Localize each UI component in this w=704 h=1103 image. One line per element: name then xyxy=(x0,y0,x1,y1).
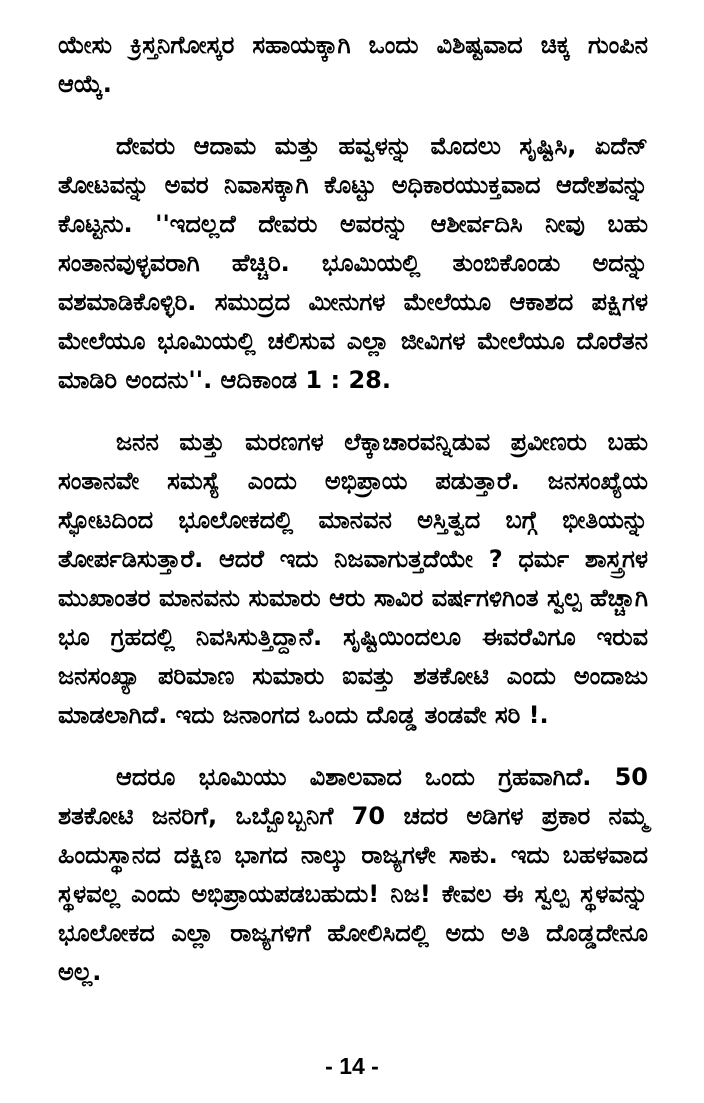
page-number: - 14 - xyxy=(325,1053,379,1079)
paragraph-1: ಯೇಸು ಕ್ರಿಸ್ತನಿಗೋಸ್ಕರ ಸಹಾಯಕ್ಕಾಗಿ ಒಂದು ವಿಶಿಷ್ಟವಾದ ಚಿಕ್ಕ ಗುಂಪಿನ ಆಯ್ಕೆ. xyxy=(58,31,648,98)
paragraph-3: ಜನನ ಮತ್ತು ಮರಣಗಳ ಲೆಕ್ಕಾಚಾರವನ್ನಿಡುವ ಪ್ರವೀಣರು ಬಹು ಸಂತಾನವೇ ಸಮಸ್ಯೆ ಎಂದು ಅಭಿಪ್ರಾಯ ಪಡುತ್ತಾರೆ. ಜನಸಂಖ್ಯೆಯ ಸ್ಫೋಟದಿಂದ ಭೂಲೋಕದಲ್ಲಿ ಮಾನವನ ಅಸ್ತಿತ್ವದ ಬಗ್ಗೆ ಭೀತಿಯನ್ನು ತೋರ್ಪಡಿಸುತ್ತಾರೆ. ಆದರೆ ಇದು ನಿಜವಾಗುತ್ತದೆಯೇ ? ಧರ್ಮ ಶಾಸ್ತ್ರಗಳ ಮುಖಾಂತರ ಮಾನವನು ಸುಮಾರು ಆರು ಸಾವಿರ ವರ್ಷಗಳಿಗಿಂತ ಸ್ವಲ್ಪ ಹೆಚ್ಚಾಗಿ ಭೂ ಗ್ರಹದಲ್ಲಿ ನಿವಸಿಸುತ್ತಿದ್ದಾನೆ. ಸೃಷ್ಟಿಯಿಂದಲೂ ಈವರೆವಿಗೂ ಇರುವ ಜನಸಂಖ್ಯಾ ಪರಿಮಾಣ ಸುಮಾರು ಐವತ್ತು ಶತಕೋಟಿ ಎಂದು ಅಂದಾಜು ಮಾಡಲಾಗಿದೆ. ಇದು ಜನಾಂಗದ ಒಂದು ದೊಡ್ಡ ತಂಡವೇ ಸರಿ !. xyxy=(58,428,648,729)
paragraph-4: ಆದರೂ ಭೂಮಿಯು ವಿಶಾಲವಾದ ಒಂದು ಗ್ರಹವಾಗಿದೆ. 50 ಶತಕೋಟಿ ಜನರಿಗೆ, ಒಬ್ಬೊಬ್ಬನಿಗೆ 70 ಚದರ ಅಡಿಗಳ ಪ್ರಕಾರ ನಮ್ಮ ಹಿಂದುಸ್ಥಾನದ ದಕ್ಷಿಣ ಭಾಗದ ನಾಲ್ಕು ರಾಜ್ಯಗಳೇ ಸಾಕು. ಇದು ಬಹಳವಾದ ಸ್ಥಳವಲ್ಲ ಎಂದು ಅಭಿಪ್ರಾಯಪಡಬಹುದು! ನಿಜ! ಕೇವಲ ಈ ಸ್ವಲ್ಪ ಸ್ಥಳವನ್ನು ಭೂಲೋಕದ ಎಲ್ಲಾ ರಾಜ್ಯಗಳಿಗೆ ಹೋಲಿಸಿದಲ್ಲಿ ಅದು ಅತಿ ದೊಡ್ಡದೇನೂ ಅಲ್ಲ. xyxy=(58,763,648,986)
paragraph-2: ದೇವರು ಆದಾಮ ಮತ್ತು ಹವ್ವಳನ್ನು ಮೊದಲು ಸೃಷ್ಟಿಸಿ, ಏದೆನ್ ತೋಟವನ್ನು ಅವರ ನಿವಾಸಕ್ಕಾಗಿ ಕೊಟ್ಟು ಅಧಿಕಾರಯುಕ್ತವಾದ ಆದೇಶವನ್ನು ಕೊಟ್ಟನು. ''ಇದಲ್ಲದೆ ದೇವರು ಅವರನ್ನು ಆಶೀರ್ವದಿಸಿ ನೀವು ಬಹು ಸಂತಾನವುಳ್ಳವರಾಗಿ ಹೆಚ್ಚಿರಿ. ಭೂಮಿಯಲ್ಲಿ ತುಂಬಿಕೊಂಡು ಅದನ್ನು ವಶಮಾಡಿಕೊಳ್ಳಿರಿ. ಸಮುದ್ರದ ಮೀನುಗಳ ಮೇಲೆಯೂ ಆಕಾಶದ ಪಕ್ಷಿಗಳ ಮೇಲೆಯೂ ಭೂಮಿಯಲ್ಲಿ ಚಲಿಸುವ ಎಲ್ಲಾ ಜೀವಿಗಳ ಮೇಲೆಯೂ ದೊರೆತನ ಮಾಡಿರಿ ಅಂದನು''. ಆದಿಕಾಂಡ 1 : 28. xyxy=(58,132,648,394)
